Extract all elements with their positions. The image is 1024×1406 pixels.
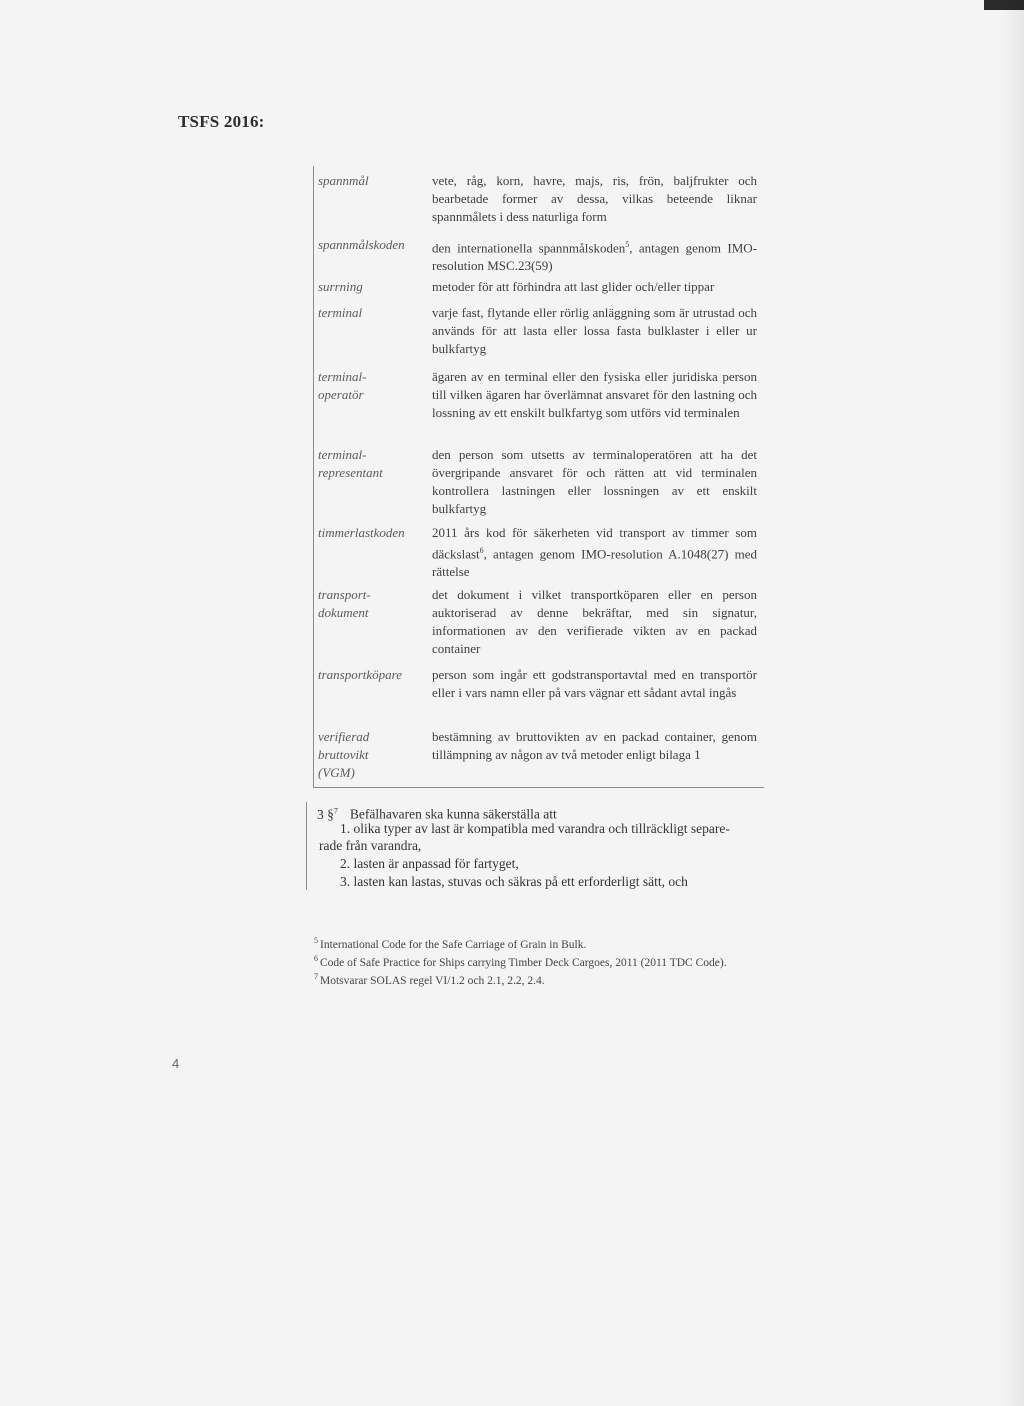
footnote-ref: 7 bbox=[333, 806, 338, 815]
footnote-text: Code of Safe Practice for Ships carrying Timber Deck Cargoes, 2011 (2011 TDC Code). bbox=[320, 956, 727, 969]
definition-text: vete, råg, korn, havre, majs, ris, frön, baljfrukter och bearbetade former av dessa, vilkas beteende liknar spannmålets i dess naturliga form bbox=[432, 173, 757, 224]
section-item-1: 1. olika typer av last är kompatibla med varandra och tillräckligt separe- bbox=[340, 821, 730, 836]
definition-term: transportköpare bbox=[318, 667, 403, 682]
footnotes bbox=[314, 934, 766, 987]
footnote-text: International Code for the Safe Carriage of Grain in Bulk. bbox=[320, 938, 587, 951]
definition-term: surrning bbox=[318, 279, 363, 294]
section-item-2: 2. lasten är anpassad för fartyget, bbox=[340, 856, 519, 871]
section-number-text: 3 § bbox=[317, 806, 334, 822]
definition-text bbox=[432, 236, 757, 275]
definition-term: transport- dokument bbox=[318, 587, 371, 620]
definition-text-part: , antagen genom IMO-resolution A.1048(27) med rättelse bbox=[432, 546, 757, 580]
footnote-number: 5 bbox=[314, 936, 318, 945]
definitions-table bbox=[313, 166, 764, 788]
definition-term: terminal bbox=[318, 305, 363, 320]
footnote-ref: 6 bbox=[479, 546, 484, 555]
page-number: 4 bbox=[172, 1056, 180, 1071]
document-header: TSFS 2016: bbox=[178, 112, 265, 131]
footnote-number: 7 bbox=[314, 971, 318, 981]
footnote-number: 6 bbox=[314, 953, 318, 963]
footnote-text: Motsvarar SOLAS regel VI/1.2 och 2.1, 2.2, 2.4. bbox=[320, 974, 545, 987]
definition-text: bestämning av bruttovikten av en packad container, genom tillämpning av någon av två metoder enligt bilaga 1 bbox=[432, 729, 757, 762]
footnote-7 bbox=[314, 970, 766, 988]
definition-text-part: , antagen genom IMO-resolution MSC.23(59) bbox=[432, 240, 757, 274]
definition-text-part: den internationella spannmålskoden bbox=[432, 240, 626, 256]
definition-text: det dokument i vilket transportköparen eller en person auktoriserad av denne bekräftar, med sin signatur, informationen av den verifierade vikten av en packad container bbox=[432, 587, 757, 656]
definition-text: person som ingår ett godstransportavtal med en transportör eller i vars namn eller på vars vägnar ett sådant avtal ingås bbox=[432, 667, 757, 700]
footnote-6 bbox=[314, 952, 766, 970]
definition-text: ägaren av en terminal eller den fysiska eller juridiska person till vilken ägaren har överlämnat ansvaret för den lastning och lossning av ett enskilt bulkfartyg som utförs vid terminalen bbox=[432, 369, 757, 420]
definition-term: spannmålskoden bbox=[318, 237, 405, 252]
definition-text: metoder för att förhindra att last glider och/eller tippar bbox=[432, 279, 715, 294]
scan-edge-shadow bbox=[1002, 0, 1024, 1406]
definition-term: timmerlastkoden bbox=[318, 525, 405, 540]
definition-term: spannmål bbox=[318, 173, 369, 188]
definition-text bbox=[432, 524, 757, 581]
section-item-3: 3. lasten kan lastas, stuvas och säkras på ett erforderligt sätt, och bbox=[340, 874, 688, 889]
definition-text: den person som utsetts av terminaloperatören att ha det övergripande ansvaret för och rätten att vid terminalen kontrollera lastningen eller lossningen av ett enskilt bulkfartyg bbox=[432, 447, 757, 516]
definition-text-part: 2011 års kod för säkerheten vid transport av timmer som däckslast bbox=[432, 525, 757, 562]
section-item-1-continued: rade från varandra, bbox=[319, 838, 422, 853]
definition-term: terminal- operatör bbox=[318, 369, 367, 402]
definition-text: varje fast, flytande eller rörlig anläggning som är utrustad och används för att lasta eller lossa fasta bulklaster i eller ur bulkfartyg bbox=[432, 305, 757, 356]
footnote-ref: 5 bbox=[625, 240, 630, 249]
section-3 bbox=[306, 802, 767, 890]
section-number bbox=[317, 807, 338, 822]
section-heading-text: Befälhavaren ska kunna säkerställa att bbox=[349, 806, 557, 822]
footnote-5 bbox=[314, 934, 766, 952]
definition-term: verifierad bruttovikt (VGM) bbox=[318, 729, 370, 780]
definition-term: terminal- representant bbox=[318, 447, 383, 480]
